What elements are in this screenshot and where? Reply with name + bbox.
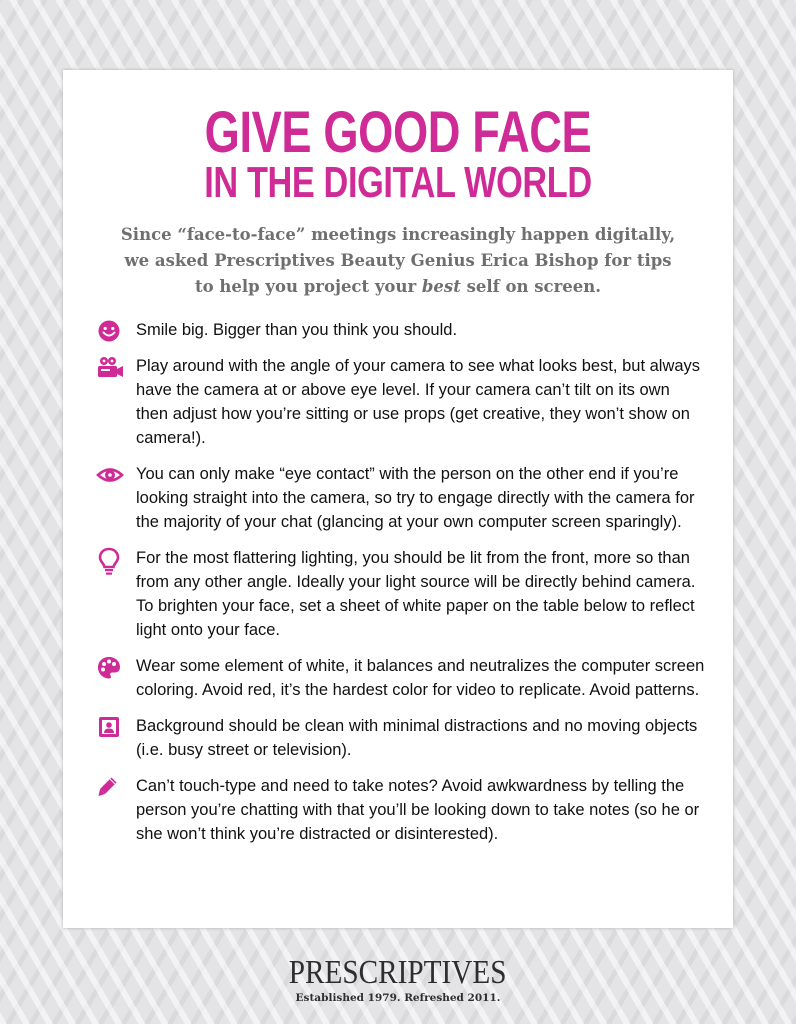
tip-text: Background should be clean with minimal distractions and no moving objects (i.e. busy street or television).	[136, 717, 698, 759]
tip-item	[96, 774, 706, 846]
brand-logo	[0, 956, 796, 990]
tip-item	[96, 546, 706, 642]
tip-text: For the most flattering lighting, you should be lit from the front, more so than from any other angle. Ideally your light source will be directly behind camera. To brighten your face, set a sheet of white paper on the table below to reflect light onto your face.	[136, 549, 696, 639]
lightbulb-icon	[96, 547, 124, 571]
brand-tagline: Established 1979. Refreshed 2011.	[295, 992, 501, 1004]
tip-text: Smile big. Bigger than you think you should.	[136, 321, 458, 339]
pencil-icon	[96, 775, 124, 799]
intro-line-3-end: self on screen.	[460, 277, 601, 296]
tip-item	[96, 654, 706, 702]
tips-list	[96, 318, 706, 858]
intro-line-2: we asked Prescriptives Beauty Genius Erica Bishop for tips	[124, 251, 672, 270]
intro-line-3	[93, 274, 703, 300]
headline: GIVE GOOD FACE	[204, 100, 592, 165]
eye-icon	[96, 463, 124, 487]
brand-name: PRESCRIPTIVES	[289, 954, 507, 991]
intro-emphasis: best	[421, 277, 461, 296]
subheadline: IN THE DIGITAL WORLD	[204, 158, 592, 207]
tip-text: Wear some element of white, it balances and neutralizes the computer screen coloring. Avoid red, it’s the hardest color for video to replicate. Avoid patterns.	[136, 657, 705, 699]
video-camera-icon	[96, 355, 124, 379]
smile-icon	[96, 319, 124, 343]
tip-item	[96, 714, 706, 762]
intro-line-3-start: to help you project your	[194, 277, 422, 296]
palette-icon	[96, 655, 124, 679]
tip-item	[96, 462, 706, 534]
intro-text	[93, 222, 703, 300]
tip-text: Play around with the angle of your camera to see what looks best, but always have the camera at or above eye level. If your camera can’t tilt on its own then adjust how you’re sitting or use props (get creative, they won’t show on camera!).	[136, 357, 701, 447]
intro-line-1: Since “face-to-face” meetings increasingly happen digitally,	[120, 225, 676, 244]
tip-item	[96, 354, 706, 450]
tips-card	[63, 70, 733, 928]
tip-text: Can’t touch-type and need to take notes? Avoid awkwardness by telling the person you’re chatting with that you’ll be looking down to take notes (so he or she won’t think you’re distracted or disinterested).	[136, 777, 700, 843]
tip-text: You can only make “eye contact” with the person on the other end if you’re looking straight into the camera, so try to engage directly with the camera for the majority of your chat (glancing at your own computer screen sparingly).	[136, 465, 695, 531]
tip-item	[96, 318, 706, 342]
portrait-icon	[96, 715, 124, 739]
